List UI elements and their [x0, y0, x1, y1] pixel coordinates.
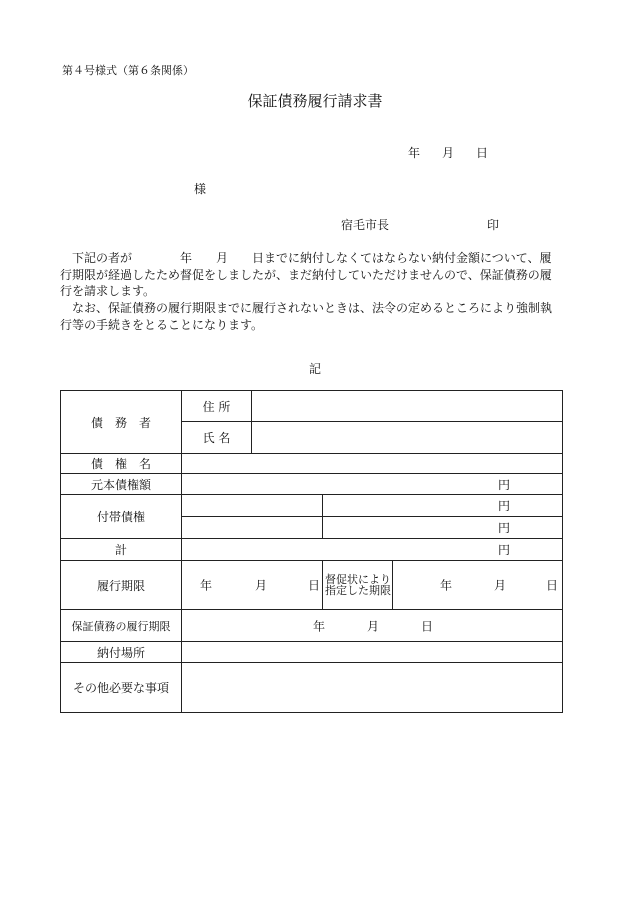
- payment-place-field[interactable]: [182, 642, 563, 663]
- incidental-item-2[interactable]: [182, 517, 323, 539]
- deadline-month: 月: [255, 578, 268, 593]
- date-day: 日: [476, 146, 489, 160]
- incidental-yen-unit-2: 円: [323, 517, 563, 539]
- reminder-year: 年: [440, 578, 453, 593]
- date-line: [408, 144, 488, 161]
- claim-name-label: 債 権 名: [61, 454, 182, 474]
- name-label: 氏 名: [182, 422, 252, 454]
- guarantee-deadline-label: 保証債務の履行期限: [61, 610, 182, 642]
- name-field[interactable]: [252, 422, 563, 454]
- claim-name-field[interactable]: [182, 454, 563, 474]
- reminder-day: 日: [546, 578, 559, 593]
- deadline-label: 履行期限: [61, 561, 182, 610]
- incidental-item-1[interactable]: [182, 495, 323, 517]
- body-paragraph-1-text: 下記の者が 年 月 日までに納付しなくてはならない納付金額について、履行期限が経過したため督促をしましたが、まだ納付していただけませんので、保証債務の履行を請求します。: [60, 251, 552, 298]
- principal-yen-unit: 円: [182, 474, 563, 495]
- other-matters-field[interactable]: [182, 663, 563, 713]
- seal-mark: 印: [487, 218, 500, 232]
- reminder-deadline-label: 督促状により指定した期限: [323, 561, 393, 610]
- date-year: 年: [408, 146, 421, 160]
- body-paragraph-1: [60, 250, 560, 300]
- addressee-suffix: 様: [194, 182, 207, 196]
- deadline-year: 年: [200, 578, 213, 593]
- guarantee-month: 月: [367, 619, 380, 633]
- guarantee-day: 日: [421, 619, 434, 633]
- address-field[interactable]: [252, 391, 563, 422]
- guarantee-year: 年: [313, 619, 326, 633]
- total-label: 計: [61, 539, 182, 561]
- incidental-label: 付帯債権: [61, 495, 182, 539]
- reminder-deadline-date[interactable]: [393, 561, 563, 610]
- debtor-label: 債 務 者: [61, 391, 182, 454]
- reminder-month: 月: [494, 578, 507, 593]
- claim-details-table: [60, 390, 563, 713]
- deadline-day: 日: [307, 578, 320, 593]
- total-yen-unit: 円: [182, 539, 563, 561]
- body-paragraph-2: [60, 300, 560, 333]
- payment-place-label: 納付場所: [61, 642, 182, 663]
- deadline-date[interactable]: [182, 561, 323, 610]
- ki-heading: 記: [308, 362, 321, 376]
- issuer-name: 宿毛市長: [341, 218, 390, 232]
- incidental-yen-unit-1: 円: [323, 495, 563, 517]
- guarantee-deadline-date[interactable]: [182, 610, 563, 642]
- document-title: 保証債務履行請求書: [247, 92, 383, 110]
- address-label: 住 所: [182, 391, 252, 422]
- principal-label: 元本債権額: [61, 474, 182, 495]
- other-matters-label: その他必要な事項: [61, 663, 182, 713]
- body-paragraph-2-text: なお、保証債務の履行期限までに履行されないときは、法令の定めるところにより強制執行等の手続きをとることになります。: [60, 301, 553, 332]
- date-month: 月: [442, 146, 455, 160]
- form-number: 第４号様式（第６条関係）: [62, 64, 194, 77]
